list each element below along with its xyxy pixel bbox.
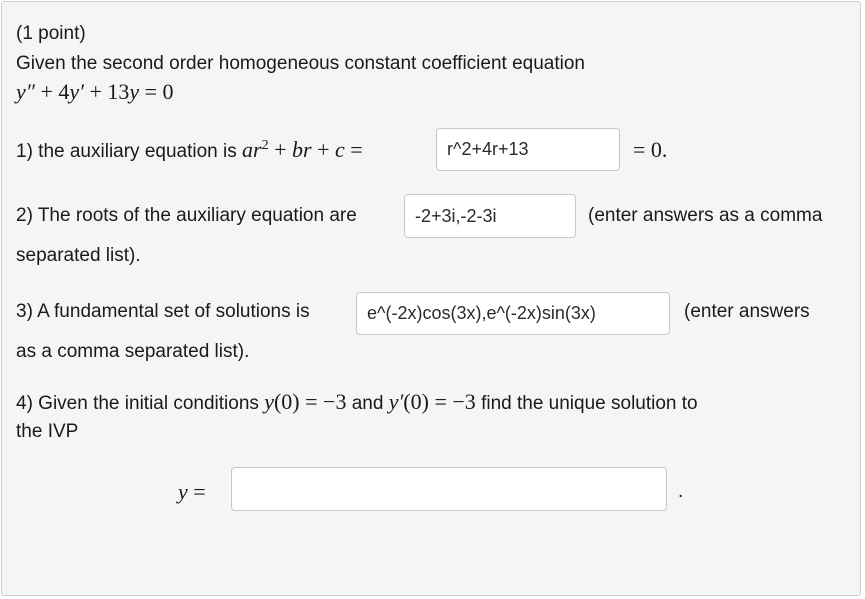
- differential-equation: [16, 80, 174, 104]
- q1-math-eq: =: [344, 137, 363, 162]
- q2-after: (enter answers as a comma: [588, 205, 823, 226]
- q4-prompt: [16, 390, 698, 416]
- q1-text: 1) the auxiliary equation is: [16, 141, 237, 162]
- eq-rhs: 0: [162, 79, 174, 104]
- q1-after: = 0.: [633, 137, 668, 162]
- q1-math-b: b: [292, 137, 304, 162]
- q4-label-eq: =: [187, 479, 206, 504]
- q1-math-exp: 2: [261, 138, 269, 153]
- eq-op1: +: [40, 79, 53, 104]
- q3-answer-input[interactable]: e^(-2x)cos(3x),e^(-2x)sin(3x): [356, 292, 670, 335]
- q3-prompt: 3) A fundamental set of solutions is: [16, 301, 310, 322]
- q4-cond2-y: y′: [388, 389, 404, 414]
- q4-y-label: [178, 480, 206, 504]
- q1-math: [242, 137, 363, 162]
- points-label: (1 point): [16, 23, 86, 44]
- q4-text-c: find the unique solution to: [481, 393, 698, 414]
- q4-period: .: [678, 481, 684, 502]
- q1-math-plus2: +: [311, 137, 335, 162]
- q2-continuation: separated list).: [16, 245, 141, 266]
- q1-math-r2: r: [303, 137, 312, 162]
- eq-y1: y′: [69, 79, 84, 104]
- q4-text-a: 4) Given the initial conditions: [16, 393, 259, 414]
- q4-cond1-y: y: [264, 389, 274, 414]
- q4-continuation: the IVP: [16, 421, 79, 442]
- q1-prompt: [16, 138, 363, 164]
- q2-answer-input[interactable]: -2+3i,-2-3i: [404, 194, 576, 238]
- q4-cond1: [264, 389, 346, 414]
- q1-math-c: c: [335, 137, 345, 162]
- q1-math-a: a: [242, 137, 254, 162]
- q1-math-r1: r: [253, 137, 262, 162]
- eq-y2: y″: [16, 79, 35, 104]
- q4-cond1-eq: = −3: [299, 389, 347, 414]
- q3-continuation: as a comma separated list).: [16, 341, 250, 362]
- q2-prompt: 2) The roots of the auxiliary equation are: [16, 205, 357, 226]
- q4-cond2-eq: = −3: [428, 389, 476, 414]
- q1-math-plus1: +: [268, 137, 293, 162]
- problem-panel: [1, 1, 861, 596]
- eq-op2: +: [89, 79, 102, 104]
- q4-cond2: [389, 389, 476, 414]
- eq-c4: 4: [58, 79, 70, 104]
- eq-y0: y: [129, 79, 140, 104]
- q4-cond1-arg: (0): [273, 389, 300, 414]
- eq-equals: =: [144, 79, 158, 104]
- q4-cond2-arg: (0): [403, 389, 429, 414]
- problem-intro: Given the second order homogeneous constant coefficient equation: [16, 53, 585, 74]
- eq-c13: 13: [107, 79, 130, 104]
- q4-text-b: and: [351, 393, 384, 414]
- q1-answer-input[interactable]: r^2+4r+13: [436, 128, 620, 171]
- q3-after: (enter answers: [684, 301, 810, 322]
- q4-answer-input[interactable]: [231, 467, 667, 511]
- q4-label-y: y: [178, 479, 188, 504]
